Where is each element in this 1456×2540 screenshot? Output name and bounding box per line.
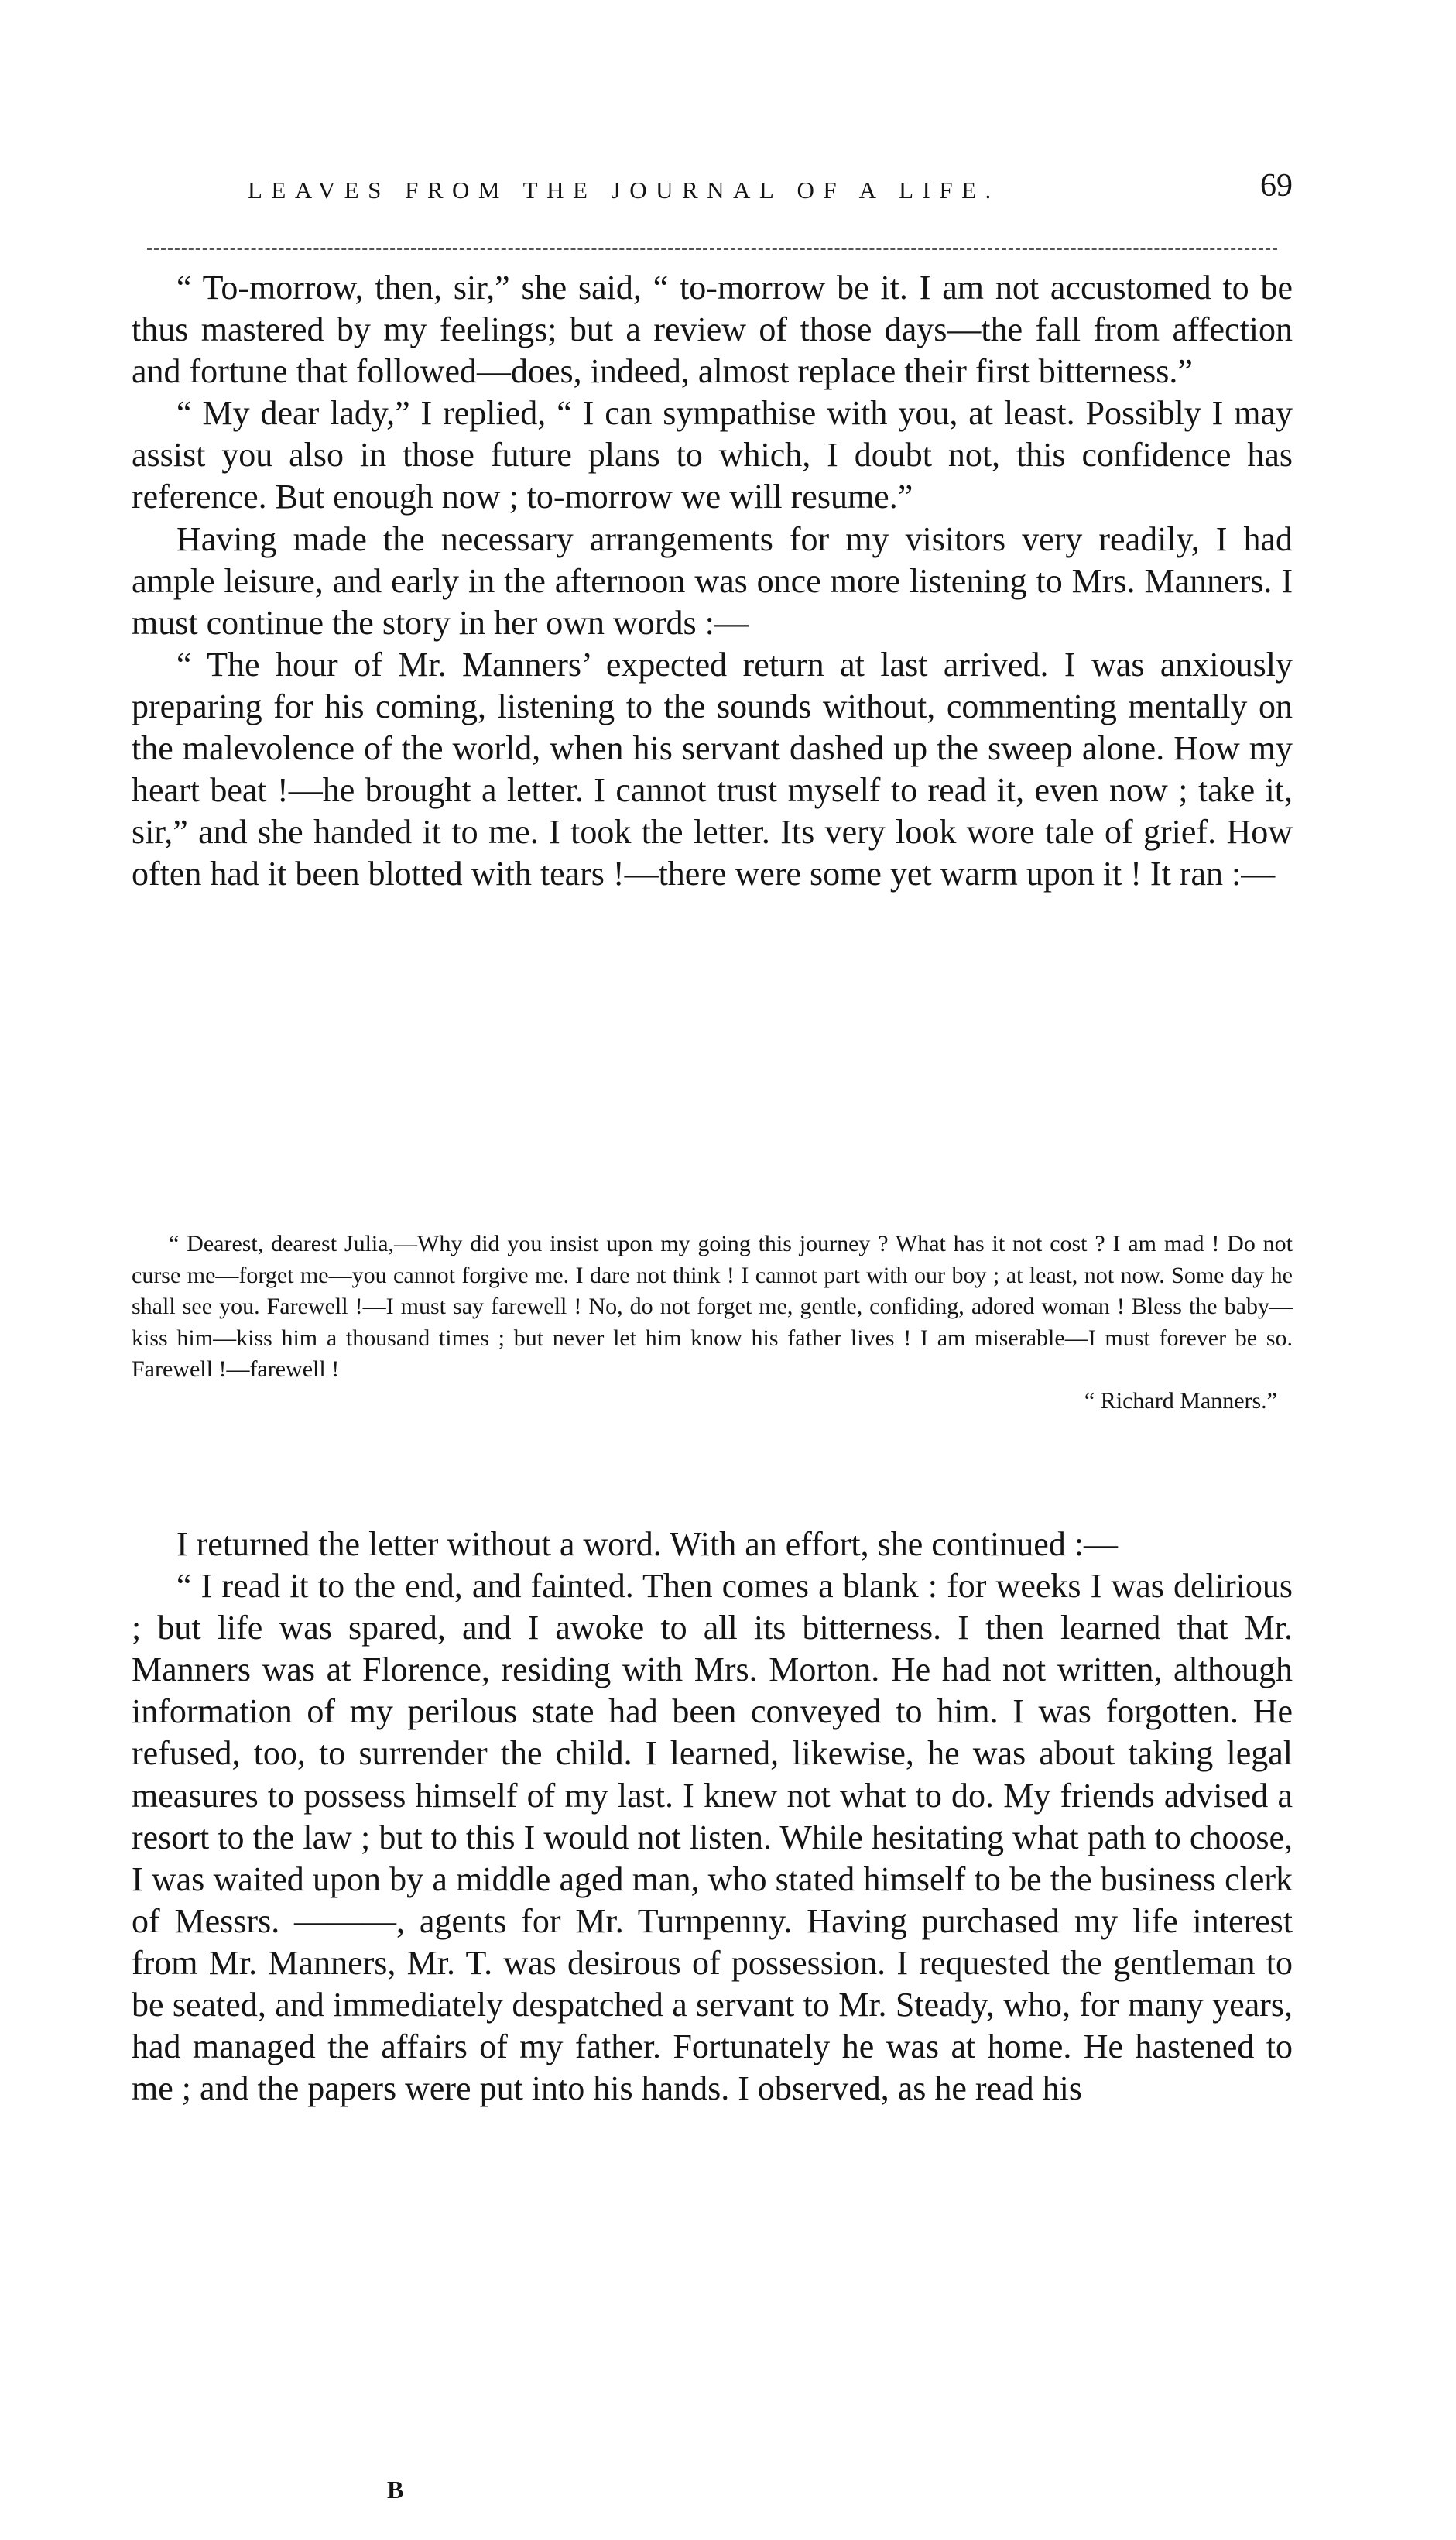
paragraph-2: “ My dear lady,” I replied, “ I can sympathise with you, at least. Possibly I may assist you also in those future plans to which, I doubt not, this confidence has reference. But enough now ; to-morrow we will resume.” bbox=[132, 394, 1293, 516]
header-rule bbox=[147, 248, 1277, 250]
page-number: 69 bbox=[1260, 168, 1293, 204]
printer-signature-mark: B bbox=[387, 2476, 404, 2504]
running-head: LEAVES FROM THE JOURNAL OF A LIFE. bbox=[248, 177, 1000, 204]
paragraph-1: “ To-morrow, then, sir,” she said, “ to-morrow be it. I am not accustomed to be thus mastered by my feelings; but a review of those days—the fall from affection and fortune that followed—does, indeed, almost replace their first bitterness.” bbox=[132, 269, 1293, 391]
letter-signature: “ Richard Manners.” bbox=[1084, 1387, 1277, 1414]
paragraph-3: Having made the necessary arrangements for my visitors very readily, I had ample leisure, and early in the afternoon was once more listening to Mrs. Manners. I must continue the story in her own words :— bbox=[132, 519, 1293, 642]
body-text-lower bbox=[132, 1524, 1293, 2110]
paragraph-5: I returned the letter without a word. With an effort, she continued :— bbox=[176, 1525, 1119, 1563]
page-header bbox=[132, 169, 1293, 215]
quoted-letter bbox=[132, 1229, 1293, 1417]
paragraph-4: “ The hour of Mr. Manners’ expected return at last arrived. I was anxiously preparing for his coming, listening to the sounds without, commenting mentally on the malevolence of the world, when his servant dashed up the sweep alone. How my heart beat !—he brought a letter. I cannot trust myself to read it, even now ; take it, sir,” and she handed it to me. I took the letter. Its very look wore tale of grief. How often had it been blotted with tears !—there were some yet warm upon it ! It ran :— bbox=[132, 645, 1293, 893]
letter-text: “ Dearest, dearest Julia,—Why did you insist upon my going this journey ? What has it not cost ? I am mad ! Do not curse me—forget me—you cannot forgive me. I dare not think ! I cannot part with our boy ; at least, not now. Some day he shall see you. Farewell !—I must say farewell ! No, do not forget me, gentle, confiding, adored woman ! Bless the baby—kiss him—kiss him a thousand times ; but never let him know his father lives ! I am miserable—I must forever be so. Farewell !—farewell ! bbox=[132, 1231, 1293, 1382]
body-text-upper bbox=[132, 267, 1293, 895]
paragraph-6: “ I read it to the end, and fainted. Then comes a blank : for weeks I was delirious ; but life was spared, and I awoke to all its bitterness. I then learned that Mr. Manners was at Florence, residing with Mrs. Morton. He had not written, although information of my perilous state had been conveyed to him. I was forgotten. He refused, too, to surrender the child. I learned, likewise, he was about taking legal measures to possess himself of my last. I knew not what to do. My friends advised a resort to the law ; but to this I would not listen. While hesitating what path to choose, I was waited upon by a middle aged man, who stated himself to be the business clerk of Messrs. ———, agents for Mr. Turnpenny. Having purchased my life interest from Mr. Manners, Mr. T. was desirous of possession. I requested the gentleman to be seated, and immediately despatched a servant to Mr. Steady, who, for many years, had managed the affairs of my father. Fortunately he was at home. He hastened to me ; and the papers were put into his hands. I observed, as he read his bbox=[132, 1567, 1293, 2108]
